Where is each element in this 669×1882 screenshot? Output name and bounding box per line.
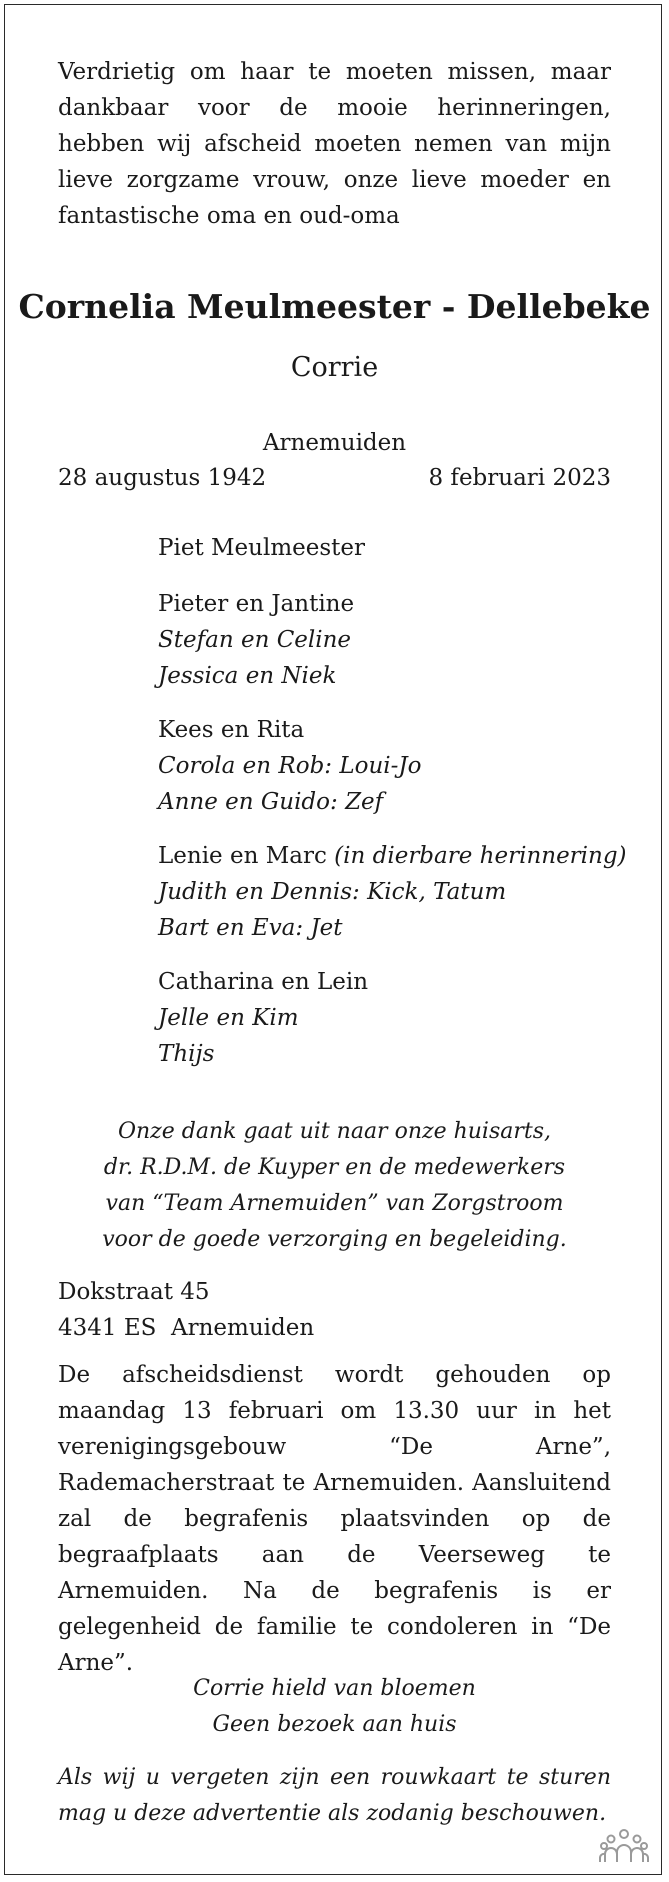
thanks-line: voor de goede verzorging en begeleiding. xyxy=(102,1227,567,1252)
thanks-block xyxy=(58,1114,611,1258)
memoriam-note: (in dierbare herinnering) xyxy=(334,843,627,869)
deceased-nickname: Corrie xyxy=(290,352,379,383)
service-text: De afscheidsdienst wordt gehouden op maandag 13 februari om 13.30 uur in het verenigingsgebouw “De Arne”, Rademacherstraat te Arnemuiden. Aansluitend zal de begrafenis plaatsvinden op de begraafplaats aan de Veerseweg te Arnemuiden. Na de begrafenis is er gelegenheid de familie te condoleren in “De Arne”. xyxy=(58,1362,611,1676)
birth-date: 28 augustus 1942 xyxy=(58,465,267,491)
note-line: Geen bezoek aan huis xyxy=(212,1712,457,1737)
thanks-line: van “Team Arnemuiden” van Zorgstroom xyxy=(105,1191,564,1216)
family-group-head: Kees en Rita xyxy=(158,717,305,743)
address-postal-city: 4341 ES Arnemuiden xyxy=(58,1315,315,1341)
family-group-head: Catharina en Lein xyxy=(158,969,369,995)
family-group-head: Lenie en Marc xyxy=(158,843,327,869)
family-member-line: Judith en Dennis: Kick, Tatum xyxy=(158,879,507,905)
note-line: Corrie hield van bloemen xyxy=(193,1676,476,1701)
death-date: 8 februari 2023 xyxy=(428,465,611,491)
place-of-residence: Arnemuiden xyxy=(262,430,407,456)
family-spouse: Piet Meulmeester xyxy=(158,535,366,561)
thanks-line: dr. R.D.M. de Kuyper en de medewerkers xyxy=(103,1155,566,1180)
family-member-line: Anne en Guido: Zef xyxy=(158,789,384,815)
family-member-line: Jessica en Niek xyxy=(158,663,337,689)
family-group-head: Pieter en Jantine xyxy=(158,591,355,617)
family-member-line: Bart en Eva: Jet xyxy=(158,915,343,941)
thanks-line: Onze dank gaat uit naar onze huisarts, xyxy=(117,1119,552,1144)
intro-text: Verdrietig om haar te moeten missen, maar dankbaar voor de mooie herinneringen, hebben wij afscheid moeten nemen van mijn lieve zorgzame vrouw, onze lieve moeder en fantastische oma en oud-oma xyxy=(58,59,611,229)
people-group-icon xyxy=(599,1828,649,1864)
family-member-line: Corola en Rob: Loui-Jo xyxy=(158,753,422,779)
notes-block xyxy=(0,1671,669,1743)
family-member-line: Jelle en Kim xyxy=(158,1005,299,1031)
deceased-name: Cornelia Meulmeester - Dellebeke xyxy=(18,287,651,326)
closing-text: Als wij u vergeten zijn een rouwkaart te sturen mag u deze advertentie als zodanig beschouwen. xyxy=(58,1765,611,1826)
family-group-head-memoriam xyxy=(158,838,627,874)
address-block xyxy=(58,1274,314,1346)
address-street: Dokstraat 45 xyxy=(58,1279,210,1305)
family-member-line: Thijs xyxy=(158,1041,215,1067)
family-member-line: Stefan en Celine xyxy=(158,627,352,653)
